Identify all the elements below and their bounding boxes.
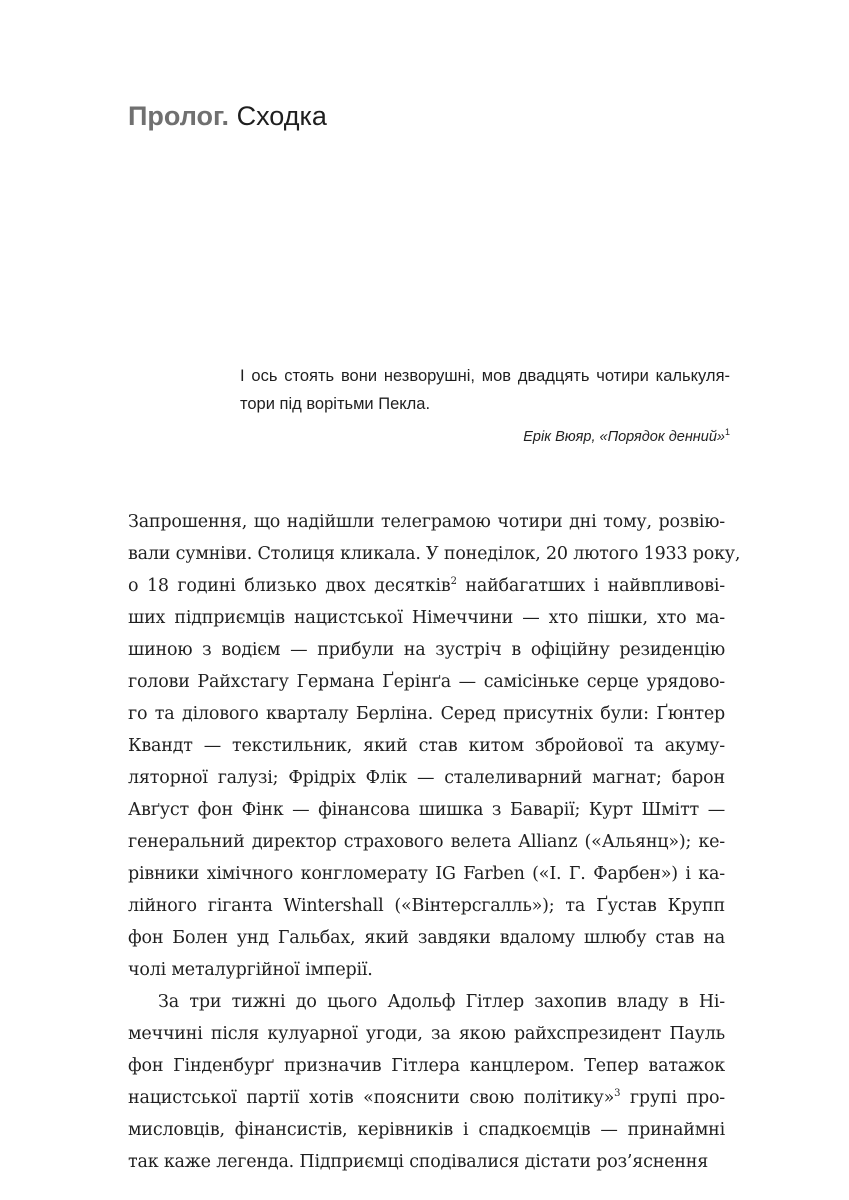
epigraph-line: тори під ворітьми Пекла. [240, 395, 431, 413]
epigraph [240, 362, 730, 418]
body-line: чолі металургійної імперії. [128, 960, 373, 980]
body-line-text: нацистської партії хотів «пояснити свою політику» [128, 1088, 615, 1108]
body-line: голови Райхстагу Германа Ґерінґа — самісіньке серце урядово- [128, 672, 725, 692]
paragraph-1 [128, 506, 741, 986]
footnote-ref: 2 [450, 576, 457, 587]
body-line: Авґуст фон Фінк — фінансова шишка з Баварії; Курт Шмітт — [128, 800, 725, 820]
body-line: Квандт — текстильник, який став китом збройової та акуму- [128, 736, 725, 756]
body-line: лійного гіганта Wintershall («Вінтерсгалль»); та Ґустав Крупп [128, 896, 725, 916]
footnote-ref: 1 [724, 427, 730, 437]
body-line: ших підприємців нацистської Німеччини — хто пішки, хто ма- [128, 608, 725, 628]
body-line: рівники хімічного конгломерату IG Farben («І. Г. Фарбен») і ка- [128, 864, 725, 884]
body-line-text: групі про- [620, 1088, 726, 1108]
body-text [128, 506, 741, 1178]
body-line: вали сумніви. Столиця кликала. У понеділок, 20 лютого 1933 року, [128, 544, 741, 564]
body-line [128, 570, 725, 602]
body-line: шиною з водієм — прибули на зустріч в офіційну резиденцію [128, 640, 725, 660]
body-line [128, 1082, 725, 1114]
body-line: меччині після кулуарної угоди, за якою райхспрезидент Пауль [128, 1024, 725, 1044]
body-line-text: о 18 годині близько двох десятків [128, 576, 451, 596]
body-line: го та ділового кварталу Берліна. Серед присутніх були: Ґюнтер [128, 704, 725, 724]
body-line: фон Гінденбурґ призначив Гітлера канцлером. Тепер ватажок [128, 1056, 725, 1076]
chapter-name: Сходка [236, 101, 327, 131]
epigraph-line: І ось стоять вони незворушні, мов двадцять чотири калькуля- [240, 367, 730, 385]
paragraph-2 [128, 986, 725, 1178]
attribution-text: Ерік Вюяр, «Порядок денний» [523, 429, 725, 445]
body-line: Запрошення, що надійшли телеграмою чотири дні тому, розвію- [128, 512, 725, 532]
body-line: мисловців, фінансистів, керівників і спадкоємців — принаймні [128, 1120, 725, 1140]
body-line: генеральний директор страхового велета Allianz («Альянц»); ке- [128, 832, 725, 852]
chapter-title [128, 98, 327, 134]
body-line: ляторної галузі; Фрідріх Флік — сталеливарний магнат; барон [128, 768, 725, 788]
chapter-label: Пролог. [128, 101, 230, 131]
epigraph-attribution [523, 421, 730, 448]
body-line-text: найбагатших і найвпливові- [456, 576, 726, 596]
body-line: фон Болен унд Гальбах, який завдяки вдалому шлюбу став на [128, 928, 725, 948]
body-line: так каже легенда. Підприємці сподівалися дістати роз’яснення [128, 1152, 709, 1172]
footnote-ref: 3 [614, 1088, 621, 1099]
body-line: За три тижні до цього Адольф Гітлер захопив владу в Ні- [158, 992, 725, 1012]
